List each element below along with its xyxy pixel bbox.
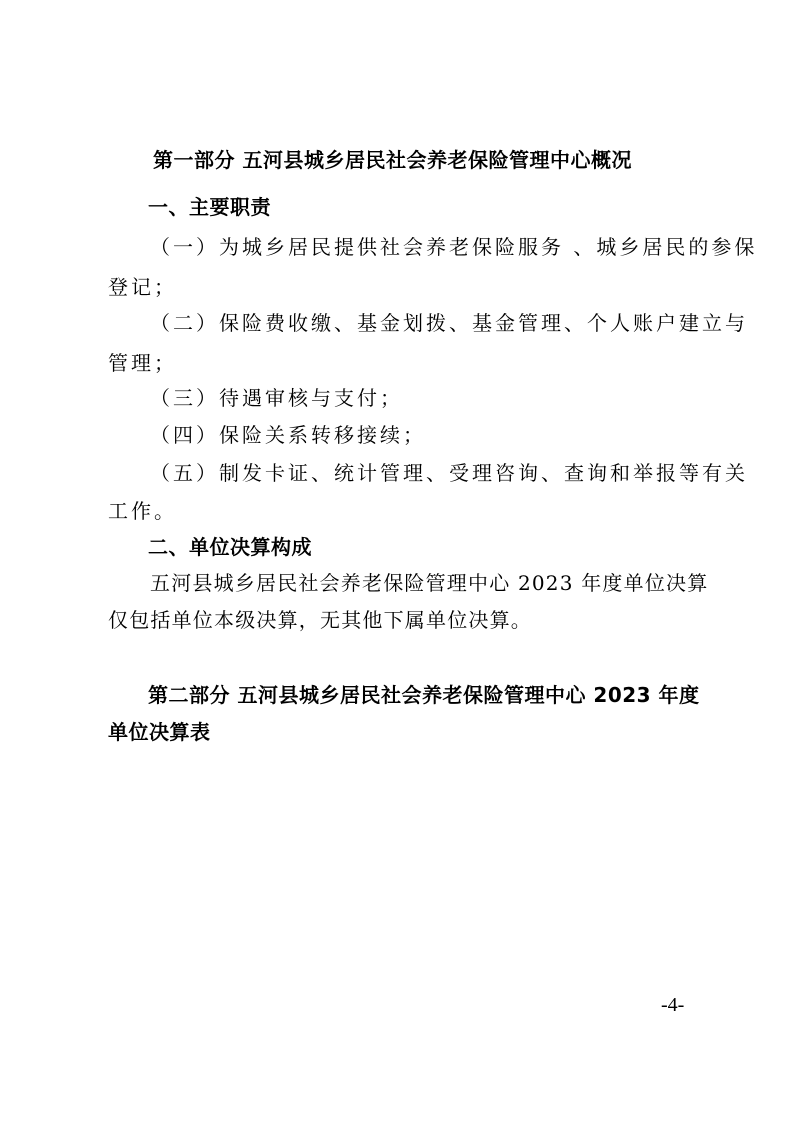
section2-text-line1: 五河县城乡居民社会养老保险管理中心 2023 年度单位决算 bbox=[150, 571, 709, 595]
duty-item-1-line2: 登记； bbox=[108, 275, 177, 299]
duty-item-2-line1: （二）保险费收缴、基金划拨、基金管理、个人账户建立与 bbox=[150, 311, 748, 335]
section2-heading: 二、单位决算构成 bbox=[148, 535, 312, 559]
duty-item-2-line2: 管理； bbox=[108, 351, 177, 375]
duty-item-3: （三）待遇审核与支付； bbox=[150, 386, 403, 410]
duty-item-1-line1: （一）为城乡居民提供社会养老保险服务 、城乡居民的参保 bbox=[150, 235, 758, 259]
part2-title-line2: 单位决算表 bbox=[108, 720, 211, 744]
part2-title-line1: 第二部分 五河县城乡居民社会养老保险管理中心 2023 年度 bbox=[148, 683, 700, 707]
part1-title: 第一部分 五河县城乡居民社会养老保险管理中心概况 bbox=[153, 148, 632, 172]
duty-item-5-line1: （五）制发卡证、统计管理、受理咨询、查询和举报等有关 bbox=[150, 461, 748, 485]
section2-text-line2: 仅包括单位本级决算，无其他下属单位决算。 bbox=[108, 608, 532, 632]
page-number: -4- bbox=[661, 994, 685, 1016]
section1-heading: 一、主要职责 bbox=[148, 195, 271, 219]
duty-item-4: （四）保险关系转移接续； bbox=[150, 423, 426, 447]
duty-item-5-line2: 工作。 bbox=[108, 499, 177, 523]
